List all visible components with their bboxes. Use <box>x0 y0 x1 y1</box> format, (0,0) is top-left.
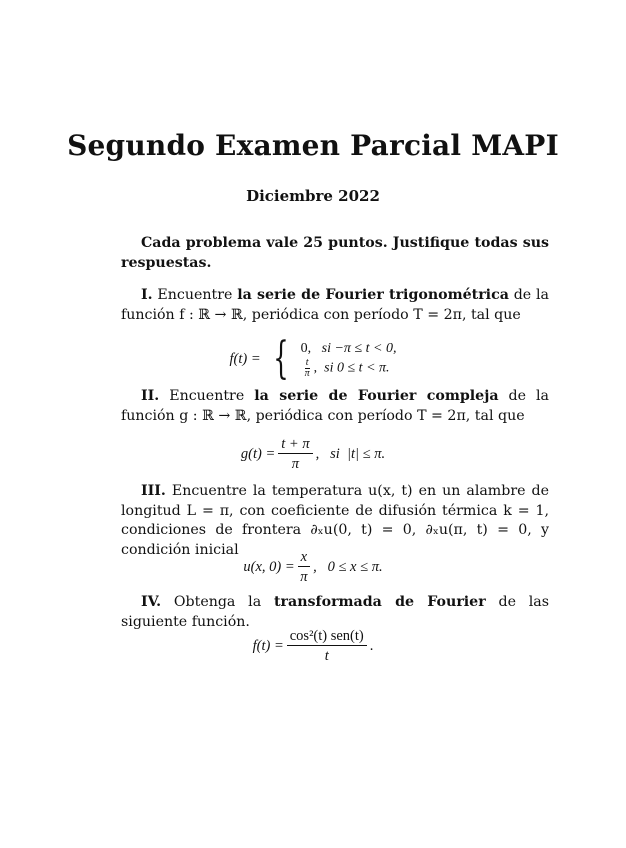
exam-title: Segundo Examen Parcial MAPI <box>67 129 559 162</box>
eq4-num: cos²(t) sen(t) <box>287 628 367 646</box>
problem-1-post: de la función f : ℝ → ℝ, periódica con período T = 2π, tal que <box>121 287 550 323</box>
eq1-cases <box>301 340 397 379</box>
problem-1-pre: Encuentre <box>157 287 233 303</box>
eq3-den: π <box>300 569 308 585</box>
eq1-case2-frac <box>304 358 311 379</box>
problem-2-number: II. <box>141 388 160 404</box>
eq3-frac <box>298 549 310 585</box>
problem-1-equation <box>0 333 626 384</box>
eq1-case1-val: 0, <box>300 340 312 356</box>
problem-2-pre: Encuentre <box>169 388 245 404</box>
problem-4-equation <box>0 624 626 668</box>
problem-2-bold: la serie de Fourier compleja <box>254 388 499 404</box>
eq1-case2-den: π <box>304 367 310 379</box>
problem-2-equation <box>0 432 626 476</box>
eq4-frac <box>287 628 367 664</box>
eq2-frac <box>278 436 312 472</box>
eq4-den: t <box>324 648 329 664</box>
eq4-rest: . <box>369 637 374 654</box>
eq4-lhs: f(t) = <box>252 637 284 654</box>
eq2-den: π <box>291 456 300 472</box>
problem-1-bold: la serie de Fourier trigonométrica <box>237 287 509 303</box>
problem-2-post: de la función g : ℝ → ℝ, periódica con período T = 2π, tal que <box>121 388 550 424</box>
problem-3-equation <box>0 545 626 589</box>
problem-2-text <box>121 387 549 426</box>
problem-4-number: IV. <box>141 594 162 610</box>
eq2-rest: , si |t| ≤ π. <box>315 445 386 462</box>
exam-date: Diciembre 2022 <box>246 187 380 205</box>
problem-1-number: I. <box>141 287 153 303</box>
problem-4-bold: transformada de Fourier <box>273 594 486 610</box>
eq1-case-1 <box>301 340 397 358</box>
left-brace-icon: { <box>272 333 289 384</box>
eq2-lhs: g(t) = <box>240 445 276 462</box>
eq1-case1-cond: si −π ≤ t < 0, <box>321 340 397 356</box>
instructions: Cada problema vale 25 puntos. Justifique todas sus respuestas. <box>121 235 549 271</box>
eq1-case2-num: t <box>305 356 309 368</box>
eq3-lhs: u(x, 0) = <box>243 558 295 575</box>
problem-3-number: III. <box>141 483 166 499</box>
problem-1-text <box>121 286 549 325</box>
eq2-num: t + π <box>278 436 312 454</box>
eq3-rest: , 0 ≤ x ≤ π. <box>313 558 383 575</box>
problem-3-pre: Encuentre la temperatura u(x, t) en un alambre de longitud L = π, con coeficiente de difusión térmica k = 1, condiciones de frontera ∂ₓu(0, t) = 0, ∂ₓu(π, t) = 0, y condición inicial <box>121 483 549 558</box>
problem-4-post: de las siguiente función. <box>121 594 550 630</box>
eq1-lhs: f(t) = <box>229 350 261 367</box>
eq1-case-2: $\frac{t}{\pi}$ , si 0 ≤ t < π. <box>304 356 390 379</box>
problem-4-pre: Obtenga la <box>173 594 262 610</box>
eq3-num: x <box>298 549 310 567</box>
eq1-case2-cond: si 0 ≤ t < π. <box>324 360 390 376</box>
